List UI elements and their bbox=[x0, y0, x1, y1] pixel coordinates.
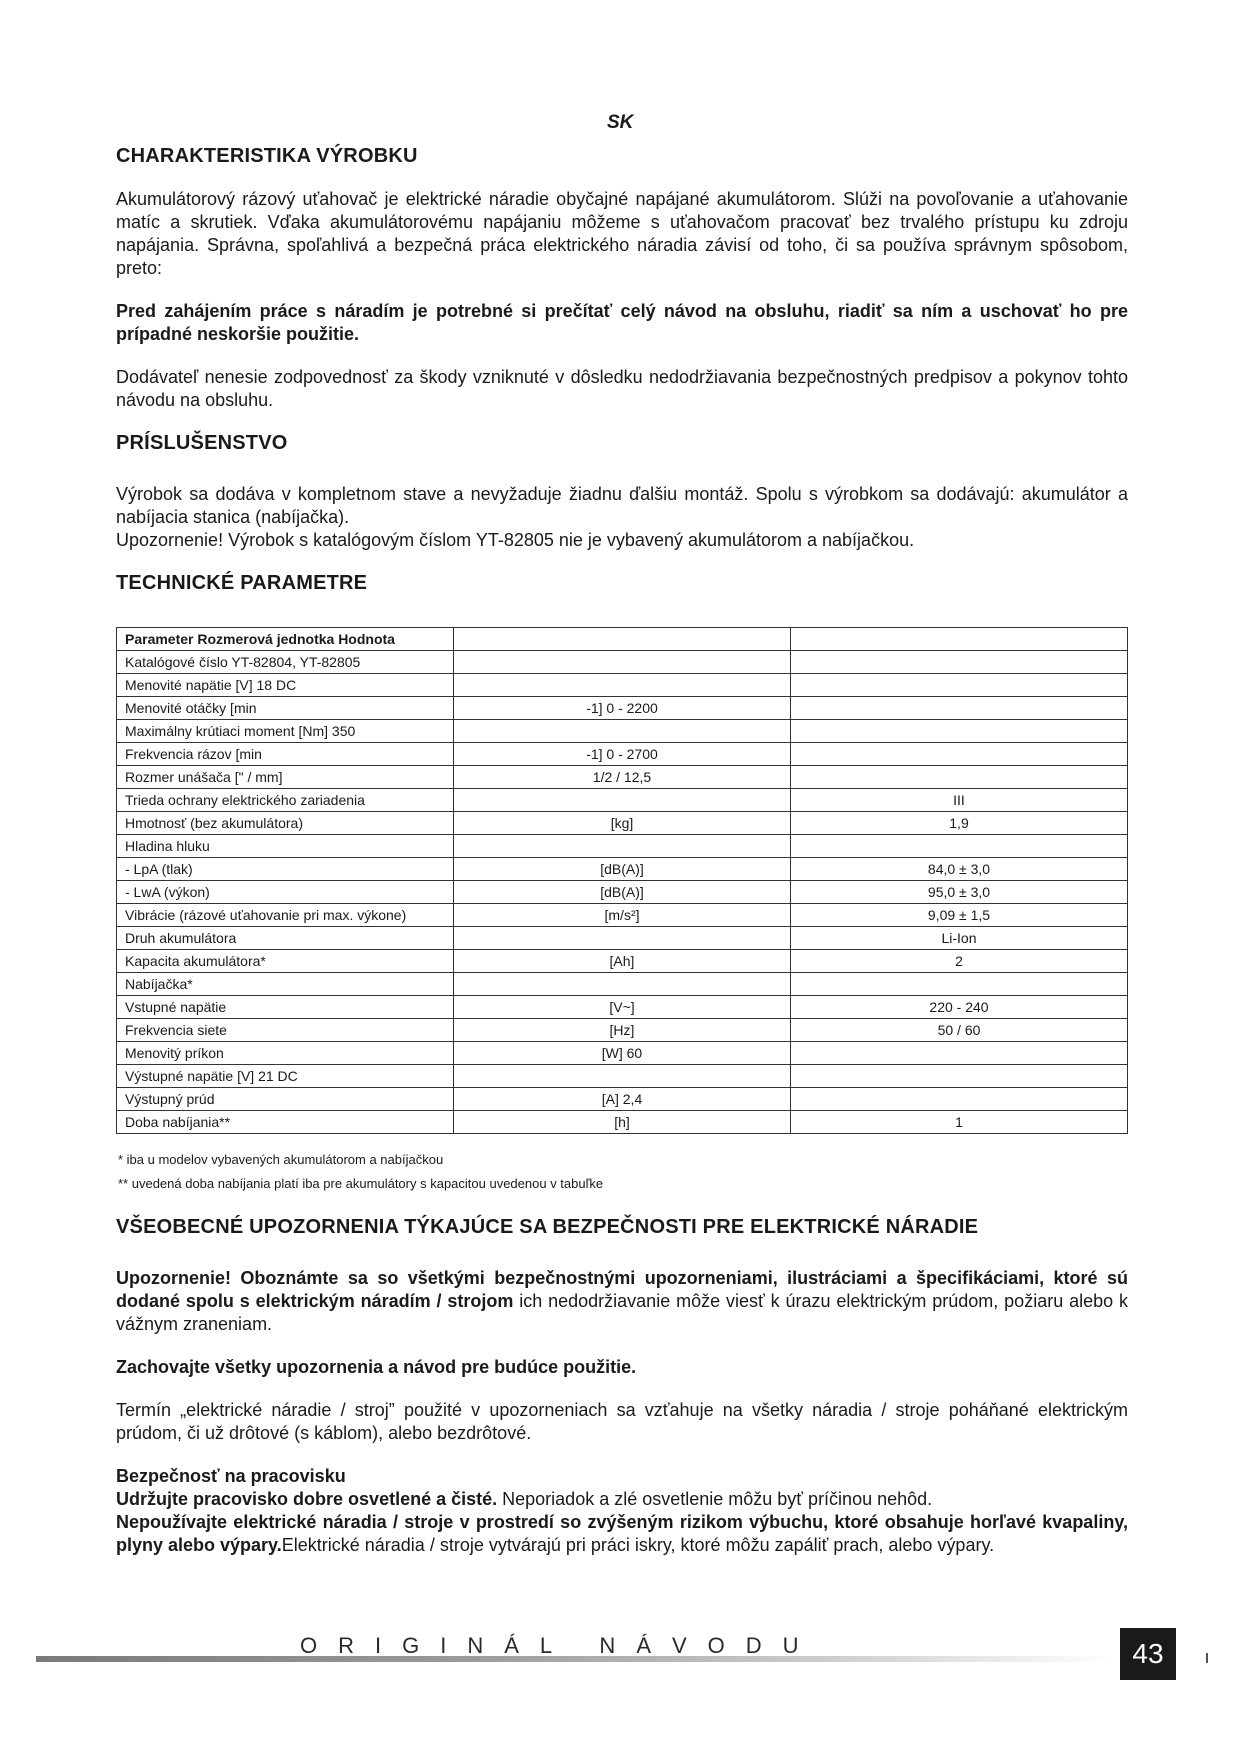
page-number: 43 bbox=[1120, 1628, 1176, 1680]
table-header-cell: Parameter Rozmerová jednotka Hodnota bbox=[117, 628, 454, 651]
table-row: Hladina hluku bbox=[117, 835, 1128, 858]
safety-warning-rest: ich nedodržiavanie môže viesť k úrazu elektrickým prúdom, požiaru alebo k vážnym zraneniam. bbox=[116, 1291, 1128, 1334]
section-title-accessories: PRÍSLUŠENSTVO bbox=[116, 432, 288, 454]
safety-warning-bold: Upozornenie! Oboznámte sa so všetkými bezpečnostnými upozorneniami, ilustráciami a špecifikáciami, ktoré sú dodané spolu s elektrickým náradím / strojom bbox=[116, 1268, 1128, 1311]
safety-warning-paragraph bbox=[116, 1267, 1128, 1336]
table-row: - LpA (tlak) [dB(A)] 84,0 ± 3,0 bbox=[117, 858, 1128, 881]
table-row: Hmotnosť (bez akumulátora) [kg] 1,9 bbox=[117, 812, 1128, 835]
table-row: Frekvencia siete [Hz] 50 / 60 bbox=[117, 1019, 1128, 1042]
term-definition-paragraph: Termín „elektrické náradie / stroj” použité v upozorneniach sa vzťahuje na všetky náradia / stroje poháňané elektrickým prúdom, či už drôtové (s káblom), alebo bezdrôtové. bbox=[116, 1400, 1128, 1443]
footnote-charging-time: ** uvedená doba nabíjania platí iba pre akumulátory s kapacitou uvedenou v tabuľke bbox=[118, 1176, 604, 1191]
technical-parameters-table bbox=[116, 627, 1128, 1134]
table-row: Druh akumulátora Li-Ion bbox=[117, 927, 1128, 950]
table-row: Menovité napätie [V] 18 DC bbox=[117, 674, 1128, 697]
table-footnotes bbox=[116, 1148, 1128, 1196]
footer-tick-mark bbox=[1206, 1653, 1208, 1663]
section-title-characteristics: CHARAKTERISTIKA VÝROBKU bbox=[116, 145, 418, 167]
table-row: Frekvencia rázov [min -1] 0 - 2700 bbox=[117, 743, 1128, 766]
table-header-row bbox=[117, 628, 1128, 651]
table-row: Menovitý príkon [W] 60 bbox=[117, 1042, 1128, 1065]
accessories-paragraph: Výrobok sa dodáva v kompletnom stave a nevyžaduje žiadnu ďalšiu montáž. Spolu s výrobkom sa dodávajú: akumulátor a nabíjacia stanica (nabíjačka). bbox=[116, 484, 1128, 527]
language-code: SK bbox=[607, 112, 634, 133]
explosive-environment-paragraph: Nepoužívajte elektrické náradia / stroje v prostredí so zvýšeným rizikom výbuchu, ktoré obsahuje horľavé kvapaliny, plyny alebo výpary.Elektrické náradia / stroje vytvárajú pri práci iskry, ktoré môžu zapáliť prach, alebo výpary. bbox=[116, 1512, 1128, 1555]
section-title-safety: VŠEOBECNÉ UPOZORNENIA TÝKAJÚCE SA BEZPEČNOSTI PRE ELEKTRICKÉ NÁRADIE bbox=[116, 1216, 979, 1238]
footer-title: ORIGINÁL NÁVODU bbox=[300, 1633, 820, 1658]
table-row: Doba nabíjania** [h] 1 bbox=[117, 1111, 1128, 1134]
workplace-safety-subtitle: Bezpečnosť na pracovisku bbox=[116, 1466, 346, 1486]
footnote-battery: * iba u modelov vybavených akumulátorom a nabíjačkou bbox=[118, 1152, 444, 1167]
section-title-technical-parameters: TECHNICKÉ PARAMETRE bbox=[116, 572, 368, 594]
keep-instructions-notice: Zachovajte všetky upozornenia a návod pre budúce použitie. bbox=[116, 1357, 637, 1377]
table-row: Rozmer unášača [" / mm] 1/2 / 12,5 bbox=[117, 766, 1128, 789]
table-row: Nabíjačka* bbox=[117, 973, 1128, 996]
workplace-lighting-paragraph: Udržujte pracovisko dobre osvetlené a čisté. Neporiadok a zlé osvetlenie môžu byť príčinou nehôd. bbox=[116, 1489, 933, 1509]
table-row: Vibrácie (rázové uťahovanie pri max. výkone) [m/s²] 9,09 ± 1,5 bbox=[117, 904, 1128, 927]
table-row: Katalógové číslo YT-82804, YT-82805 bbox=[117, 651, 1128, 674]
table-row: - LwA (výkon) [dB(A)] 95,0 ± 3,0 bbox=[117, 881, 1128, 904]
table-row: Výstupný prúd [A] 2,4 bbox=[117, 1088, 1128, 1111]
read-manual-notice: Pred zahájením práce s náradím je potrebné si prečítať celý návod na obsluhu, riadiť sa ním a uschovať ho pre prípadné neskoršie použitie. bbox=[116, 301, 1128, 344]
table-row: Trieda ochrany elektrického zariadenia III bbox=[117, 789, 1128, 812]
liability-paragraph: Dodávateľ nenesie zodpovednosť za škody vzniknuté v dôsledku nedodržiavania bezpečnostných predpisov a pokynov tohto návodu na obsluhu. bbox=[116, 367, 1128, 410]
accessories-warning: Upozornenie! Výrobok s katalógovým číslom YT-82805 nie je vybavený akumulátorom a nabíjačkou. bbox=[116, 530, 915, 550]
table-row: Výstupné napätie [V] 21 DC bbox=[117, 1065, 1128, 1088]
page-content bbox=[116, 145, 1128, 1557]
characteristics-paragraph: Akumulátorový rázový uťahovač je elektrické náradie obyčajné napájané akumulátorom. Slúži na povoľovanie a uťahovanie matíc a skrutiek. Vďaka akumulátorovému napájaniu môžeme s uťahovačom pracovať bez trvalého prístupu ku zdroju napájania. Správna, spoľahlivá a bezpečná práca elektrického náradia závisí od toho, či sa používa správnym spôsobom, preto: bbox=[116, 189, 1128, 278]
table-row: Kapacita akumulátora* [Ah] 2 bbox=[117, 950, 1128, 973]
table-row: Maximálny krútiaci moment [Nm] 350 bbox=[117, 720, 1128, 743]
table-row: Vstupné napätie [V~] 220 - 240 bbox=[117, 996, 1128, 1019]
table-row: Menovité otáčky [min -1] 0 - 2200 bbox=[117, 697, 1128, 720]
